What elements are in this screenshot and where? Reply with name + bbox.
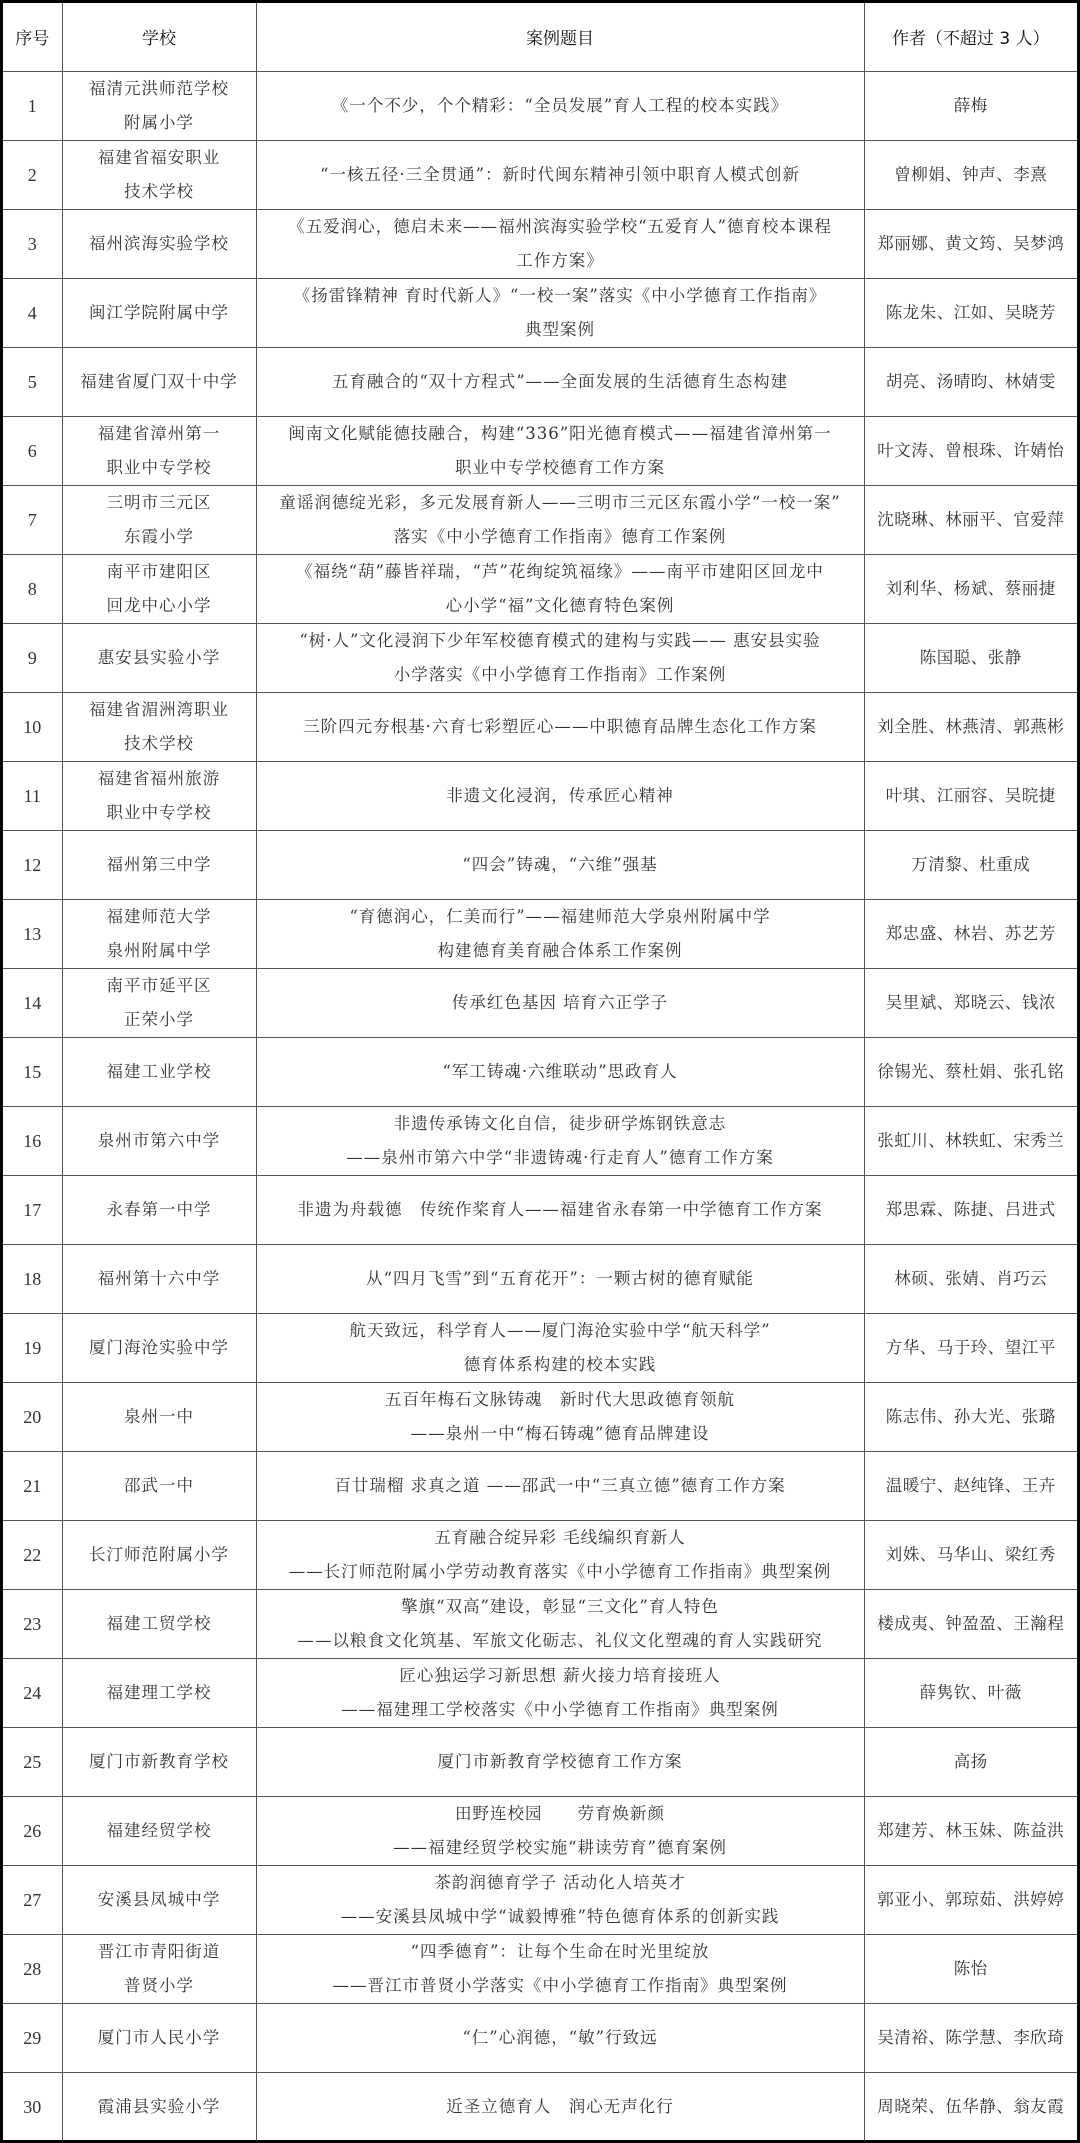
school-cell (62, 761, 256, 830)
school-name-line: 职业中专学校 (106, 802, 212, 822)
case-title-cell (256, 278, 864, 347)
author-cell: 吴清裕、陈学慧、李欣琦 (864, 2003, 1077, 2072)
case-title-cell (256, 2072, 864, 2141)
table-row (3, 1520, 1077, 1589)
table-row (3, 1589, 1077, 1658)
case-title-cell (256, 968, 864, 1037)
author-cell: 郭亚小、郭琼茹、洪婷婷 (864, 1865, 1077, 1934)
case-title-line: 茶韵润德育学子 活动化人培英才 (434, 1872, 686, 1892)
case-title-line: 传承红色基因 培育六正学子 (451, 992, 669, 1012)
school-cell (62, 1796, 256, 1865)
row-number: 6 (3, 416, 62, 485)
school-name-line: 厦门市人民小学 (97, 2027, 221, 2047)
row-number: 10 (3, 692, 62, 761)
author-cell: 曾柳娟、钟声、李熹 (864, 140, 1077, 209)
case-title-cell (256, 1244, 864, 1313)
case-title-line: ——安溪县凤城中学“诚毅博雅”特色德育体系的创新实践 (340, 1906, 780, 1926)
school-name-line: 三明市三元区 (106, 492, 212, 512)
table-row (3, 1865, 1077, 1934)
school-name-line: 永春第一中学 (106, 1199, 212, 1219)
school-name-line: 福建省福安职业 (97, 147, 221, 167)
case-title-line: 百廿瑞榴 求真之道 ——邵武一中“三真立德”德育工作方案 (334, 1475, 786, 1495)
case-title-cell (256, 1727, 864, 1796)
author-cell: 郑思霖、陈捷、吕进式 (864, 1175, 1077, 1244)
school-cell (62, 1244, 256, 1313)
case-title-line: “树·人”文化浸润下少年军校德育模式的建构与实践—— 惠安县实验 (299, 630, 821, 650)
table-row (3, 968, 1077, 1037)
case-title-line: 田野连校园 劳育焕新颜 (455, 1803, 665, 1823)
school-name-line: 福建理工学校 (106, 1682, 212, 1702)
row-number: 12 (3, 830, 62, 899)
case-title-line: 德育体系构建的校本实践 (463, 1354, 657, 1374)
row-number: 28 (3, 1934, 62, 2003)
case-title-line: “育德润心，仁美而行”——福建师范大学泉州附属中学 (349, 906, 771, 926)
case-list-table (3, 3, 1077, 2141)
table-row (3, 1037, 1077, 1106)
case-title-line: “军工铸魂·六维联动”思政育人 (442, 1061, 678, 1081)
case-title-cell (256, 2003, 864, 2072)
school-cell (62, 1589, 256, 1658)
table-row (3, 2072, 1077, 2141)
school-name-line: 晋江市青阳街道 (97, 1941, 221, 1961)
author-cell: 楼成夷、钟盈盈、王瀚程 (864, 1589, 1077, 1658)
row-number: 23 (3, 1589, 62, 1658)
case-title-line: 非遗传承铸文化自信，徒步研学炼钢铁意志 (393, 1113, 727, 1133)
school-name-line: 福建工贸学校 (106, 1613, 212, 1633)
school-name-line: 福州滨海实验学校 (89, 233, 229, 253)
header-school: 学校 (62, 3, 256, 71)
row-number: 20 (3, 1382, 62, 1451)
case-title-line: ——泉州一中“梅石铸魂”德育品牌建设 (410, 1423, 710, 1443)
school-cell (62, 899, 256, 968)
row-number: 30 (3, 2072, 62, 2141)
case-title-cell (256, 1934, 864, 2003)
school-cell (62, 692, 256, 761)
row-number: 15 (3, 1037, 62, 1106)
row-number: 27 (3, 1865, 62, 1934)
school-cell (62, 2072, 256, 2141)
case-title-line: 典型案例 (525, 319, 595, 339)
table-row (3, 140, 1077, 209)
school-name-line: 南平市延平区 (106, 975, 212, 995)
school-name-line: 正荣小学 (124, 1009, 194, 1029)
row-number: 4 (3, 278, 62, 347)
case-title-line: 《五爱润心，德启未来——福州滨海实验学校“五爱育人”德育校本课程 (288, 216, 832, 236)
row-number: 29 (3, 2003, 62, 2072)
case-title-line: 航天致远，科学育人——厦门海沧实验中学“航天科学” (349, 1320, 771, 1340)
case-title-cell (256, 899, 864, 968)
table-row (3, 623, 1077, 692)
case-title-cell (256, 623, 864, 692)
table-row (3, 278, 1077, 347)
author-cell: 方华、马于玲、望江平 (864, 1313, 1077, 1382)
case-title-cell (256, 1520, 864, 1589)
row-number: 2 (3, 140, 62, 209)
case-title-cell (256, 830, 864, 899)
case-title-line: ——福建经贸学校实施“耕读劳育”德育案例 (393, 1837, 727, 1857)
school-cell (62, 1658, 256, 1727)
school-cell (62, 968, 256, 1037)
school-name-line: 邵武一中 (124, 1475, 194, 1495)
school-name-line: 附属小学 (124, 112, 194, 132)
school-cell (62, 347, 256, 416)
school-name-line: 职业中专学校 (106, 457, 212, 477)
school-name-line: 厦门市新教育学校 (89, 1751, 229, 1771)
table-row (3, 209, 1077, 278)
school-cell (62, 1382, 256, 1451)
school-name-line: 安溪县凤城中学 (97, 1889, 221, 1909)
school-cell (62, 1865, 256, 1934)
table-row (3, 1106, 1077, 1175)
case-title-line: ——以粮食文化筑基、军旅文化砺志、礼仪文化塑魂的育人实践研究 (297, 1630, 823, 1650)
case-title-line: 构建德育美育融合体系工作案例 (437, 940, 683, 960)
row-number: 3 (3, 209, 62, 278)
school-cell (62, 1727, 256, 1796)
case-title-line: ——泉州市第六中学“非遗铸魂·行走育人”德育工作方案 (346, 1147, 774, 1167)
table-body (3, 71, 1077, 2141)
school-cell (62, 416, 256, 485)
school-name-line: 福建工业学校 (106, 1061, 212, 1081)
table-row (3, 71, 1077, 140)
school-cell (62, 485, 256, 554)
table-row (3, 692, 1077, 761)
case-title-cell (256, 1451, 864, 1520)
case-title-line: 工作方案》 (516, 250, 604, 270)
row-number: 21 (3, 1451, 62, 1520)
author-cell: 叶文涛、曾根珠、许婧怡 (864, 416, 1077, 485)
table-row (3, 1658, 1077, 1727)
author-cell: 温暖宁、赵纯锋、王卉 (864, 1451, 1077, 1520)
case-title-cell (256, 1796, 864, 1865)
author-cell: 林硕、张婧、肖巧云 (864, 1244, 1077, 1313)
author-cell: 刘利华、杨斌、蔡丽捷 (864, 554, 1077, 623)
school-name-line: 技术学校 (124, 733, 194, 753)
author-cell: 陈志伟、孙大光、张璐 (864, 1382, 1077, 1451)
school-name-line: 福清元洪师范学校 (89, 78, 229, 98)
header-author: 作者（不超过 3 人） (864, 3, 1077, 71)
author-cell: 陈怡 (864, 1934, 1077, 2003)
school-name-line: 福建师范大学 (106, 906, 212, 926)
school-cell (62, 1106, 256, 1175)
case-title-cell (256, 416, 864, 485)
case-title-cell (256, 485, 864, 554)
case-title-cell (256, 1175, 864, 1244)
case-title-line: 职业中专学校德育工作方案 (455, 457, 665, 477)
table-row (3, 1382, 1077, 1451)
school-name-line: 福州第三中学 (106, 854, 212, 874)
case-title-line: “四会”铸魂，“六维”强基 (462, 854, 658, 874)
table-row (3, 761, 1077, 830)
header-no: 序号 (3, 3, 62, 71)
row-number: 7 (3, 485, 62, 554)
row-number: 11 (3, 761, 62, 830)
row-number: 9 (3, 623, 62, 692)
author-cell: 周晓荣、伍华静、翁友霞 (864, 2072, 1077, 2141)
case-title-line: 擎旗“双高”建设，彰显“三文化”育人特色 (401, 1596, 719, 1616)
author-cell: 沈晓琳、林丽平、官爱萍 (864, 485, 1077, 554)
school-cell (62, 209, 256, 278)
school-cell (62, 830, 256, 899)
table-row (3, 2003, 1077, 2072)
school-name-line: 厦门海沧实验中学 (89, 1337, 229, 1357)
case-title-cell (256, 209, 864, 278)
case-title-line: 三阶四元夯根基·六育七彩塑匠心——中职德育品牌生态化工作方案 (303, 716, 817, 736)
case-title-line: 《一个不少，个个精彩：“全员发展”育人工程的校本实践》 (331, 95, 789, 115)
case-title-line: “仁”心润德，“敏”行致远 (462, 2027, 658, 2047)
case-title-line: 童谣润德绽光彩，多元发展育新人——三明市三元区东霞小学“一校一案” (279, 492, 841, 512)
case-title-line: 落实《中小学德育工作指南》德育工作案例 (393, 526, 727, 546)
case-title-line: 五育融合绽异彩 毛线编织育新人 (434, 1527, 686, 1547)
author-cell: 徐锡光、蔡杜娟、张孔铭 (864, 1037, 1077, 1106)
school-cell (62, 1520, 256, 1589)
author-cell: 郑忠盛、林岩、苏艺芳 (864, 899, 1077, 968)
author-cell: 万清黎、杜重成 (864, 830, 1077, 899)
case-title-line: 心小学“福”文化德育特色案例 (445, 595, 675, 615)
case-title-line: 《扬雷锋精神 育时代新人》“一校一案”落实《中小学德育工作指南》 (293, 285, 827, 305)
row-number: 8 (3, 554, 62, 623)
school-name-line: 回龙中心小学 (106, 595, 212, 615)
case-title-line: 从“四月飞雪”到“五育花开”：一颗古树的德育赋能 (366, 1268, 754, 1288)
case-title-line: 小学落实《中小学德育工作指南》工作案例 (393, 664, 727, 684)
school-cell (62, 1934, 256, 2003)
table-row (3, 1934, 1077, 2003)
header-title: 案例题目 (256, 3, 864, 71)
school-name-line: 泉州市第六中学 (97, 1130, 221, 1150)
author-cell: 陈龙朱、江如、吴晓芳 (864, 278, 1077, 347)
case-title-line: ——长汀师范附属小学劳动教育落实《中小学德育工作指南》典型案例 (288, 1561, 832, 1581)
row-number: 16 (3, 1106, 62, 1175)
school-name-line: 福建省福州旅游 (97, 768, 221, 788)
school-name-line: 技术学校 (124, 181, 194, 201)
table-row (3, 347, 1077, 416)
case-title-cell (256, 1106, 864, 1175)
author-cell: 薛隽钦、叶薇 (864, 1658, 1077, 1727)
school-cell (62, 2003, 256, 2072)
author-cell: 陈国聪、张静 (864, 623, 1077, 692)
row-number: 1 (3, 71, 62, 140)
case-title-line: ——福建理工学校落实《中小学德育工作指南》典型案例 (341, 1699, 779, 1719)
case-title-line: 非遗文化浸润，传承匠心精神 (446, 785, 674, 805)
author-cell: 胡亮、汤晴昀、林婧雯 (864, 347, 1077, 416)
case-title-line: 非遗为舟载德 传统作桨育人——福建省永春第一中学德育工作方案 (297, 1199, 823, 1219)
case-title-cell (256, 761, 864, 830)
school-name-line: 泉州一中 (124, 1406, 194, 1426)
case-title-cell (256, 692, 864, 761)
school-name-line: 福建经贸学校 (106, 1820, 212, 1840)
school-name-line: 福州第十六中学 (97, 1268, 221, 1288)
case-title-cell (256, 1589, 864, 1658)
school-name-line: 南平市建阳区 (106, 561, 212, 581)
row-number: 19 (3, 1313, 62, 1382)
school-name-line: 泉州附属中学 (106, 940, 212, 960)
school-name-line: 福建省漳州第一 (97, 423, 221, 443)
school-name-line: 霞浦县实验小学 (97, 2096, 221, 2116)
table-row (3, 830, 1077, 899)
school-name-line: 福建省厦门双十中学 (80, 371, 238, 391)
school-cell (62, 278, 256, 347)
school-cell (62, 1037, 256, 1106)
row-number: 24 (3, 1658, 62, 1727)
table-row (3, 1796, 1077, 1865)
school-cell (62, 1313, 256, 1382)
school-name-line: 长汀师范附属小学 (89, 1544, 229, 1564)
school-cell (62, 1175, 256, 1244)
table-row (3, 1313, 1077, 1382)
case-title-line: 近圣立德育人 润心无声化行 (446, 2096, 674, 2116)
school-name-line: 东霞小学 (124, 526, 194, 546)
author-cell: 叶琪、江丽容、吴晥捷 (864, 761, 1077, 830)
case-title-cell (256, 554, 864, 623)
table-row (3, 554, 1077, 623)
author-cell: 张虹川、林轶虹、宋秀兰 (864, 1106, 1077, 1175)
school-name-line: 普贤小学 (124, 1975, 194, 1995)
table-header-row (3, 3, 1077, 71)
school-name-line: 惠安县实验小学 (97, 647, 221, 667)
author-cell: 刘姝、马华山、梁红秀 (864, 1520, 1077, 1589)
case-title-cell (256, 140, 864, 209)
case-title-cell (256, 1382, 864, 1451)
row-number: 22 (3, 1520, 62, 1589)
row-number: 18 (3, 1244, 62, 1313)
case-title-cell (256, 1865, 864, 1934)
table-row (3, 1244, 1077, 1313)
school-cell (62, 554, 256, 623)
author-cell: 郑建芳、林玉妹、陈益洪 (864, 1796, 1077, 1865)
case-title-line: 闽南文化赋能德技融合，构建“336”阳光德育模式——福建省漳州第一 (288, 423, 832, 443)
author-cell: 吴里斌、郑晓云、钱浓 (864, 968, 1077, 1037)
table-row (3, 1451, 1077, 1520)
school-cell (62, 71, 256, 140)
case-title-cell (256, 1037, 864, 1106)
table-row (3, 1175, 1077, 1244)
case-title-line: 五百年梅石文脉铸魂 新时代大思政德育领航 (385, 1389, 735, 1409)
case-title-cell (256, 347, 864, 416)
case-title-line: 匠心独运学习新思想 薪火接力培育接班人 (399, 1665, 721, 1685)
case-title-line: 《福绕“葫”藤皆祥瑞，“芦”花绚绽筑福缘》——南平市建阳区回龙中 (296, 561, 824, 581)
table-row (3, 485, 1077, 554)
row-number: 17 (3, 1175, 62, 1244)
row-number: 25 (3, 1727, 62, 1796)
school-cell (62, 623, 256, 692)
row-number: 13 (3, 899, 62, 968)
case-title-line: ——晋江市普贤小学落实《中小学德育工作指南》典型案例 (332, 1975, 788, 1995)
table-row (3, 1727, 1077, 1796)
row-number: 5 (3, 347, 62, 416)
row-number: 26 (3, 1796, 62, 1865)
case-title-cell (256, 1658, 864, 1727)
author-cell: 高扬 (864, 1727, 1077, 1796)
case-title-line: 厦门市新教育学校德育工作方案 (437, 1751, 683, 1771)
school-name-line: 福建省湄洲湾职业 (89, 699, 229, 719)
author-cell: 刘全胜、林燕清、郭燕彬 (864, 692, 1077, 761)
table-row (3, 899, 1077, 968)
school-name-line: 闽江学院附属中学 (89, 302, 229, 322)
school-cell (62, 1451, 256, 1520)
case-title-cell (256, 1313, 864, 1382)
case-title-line: 五育融合的“双十方程式”——全面发展的生活德育生态构建 (331, 371, 789, 391)
school-cell (62, 140, 256, 209)
case-title-cell (256, 71, 864, 140)
author-cell: 郑丽娜、黄文筠、吴梦鸿 (864, 209, 1077, 278)
case-title-line: “四季德育”：让每个生命在时光里绽放 (410, 1941, 710, 1961)
table-row (3, 416, 1077, 485)
author-cell: 薛梅 (864, 71, 1077, 140)
case-title-line: “一核五径·三全贯通”：新时代闽东精神引领中职育人模式创新 (319, 164, 801, 184)
row-number: 14 (3, 968, 62, 1037)
